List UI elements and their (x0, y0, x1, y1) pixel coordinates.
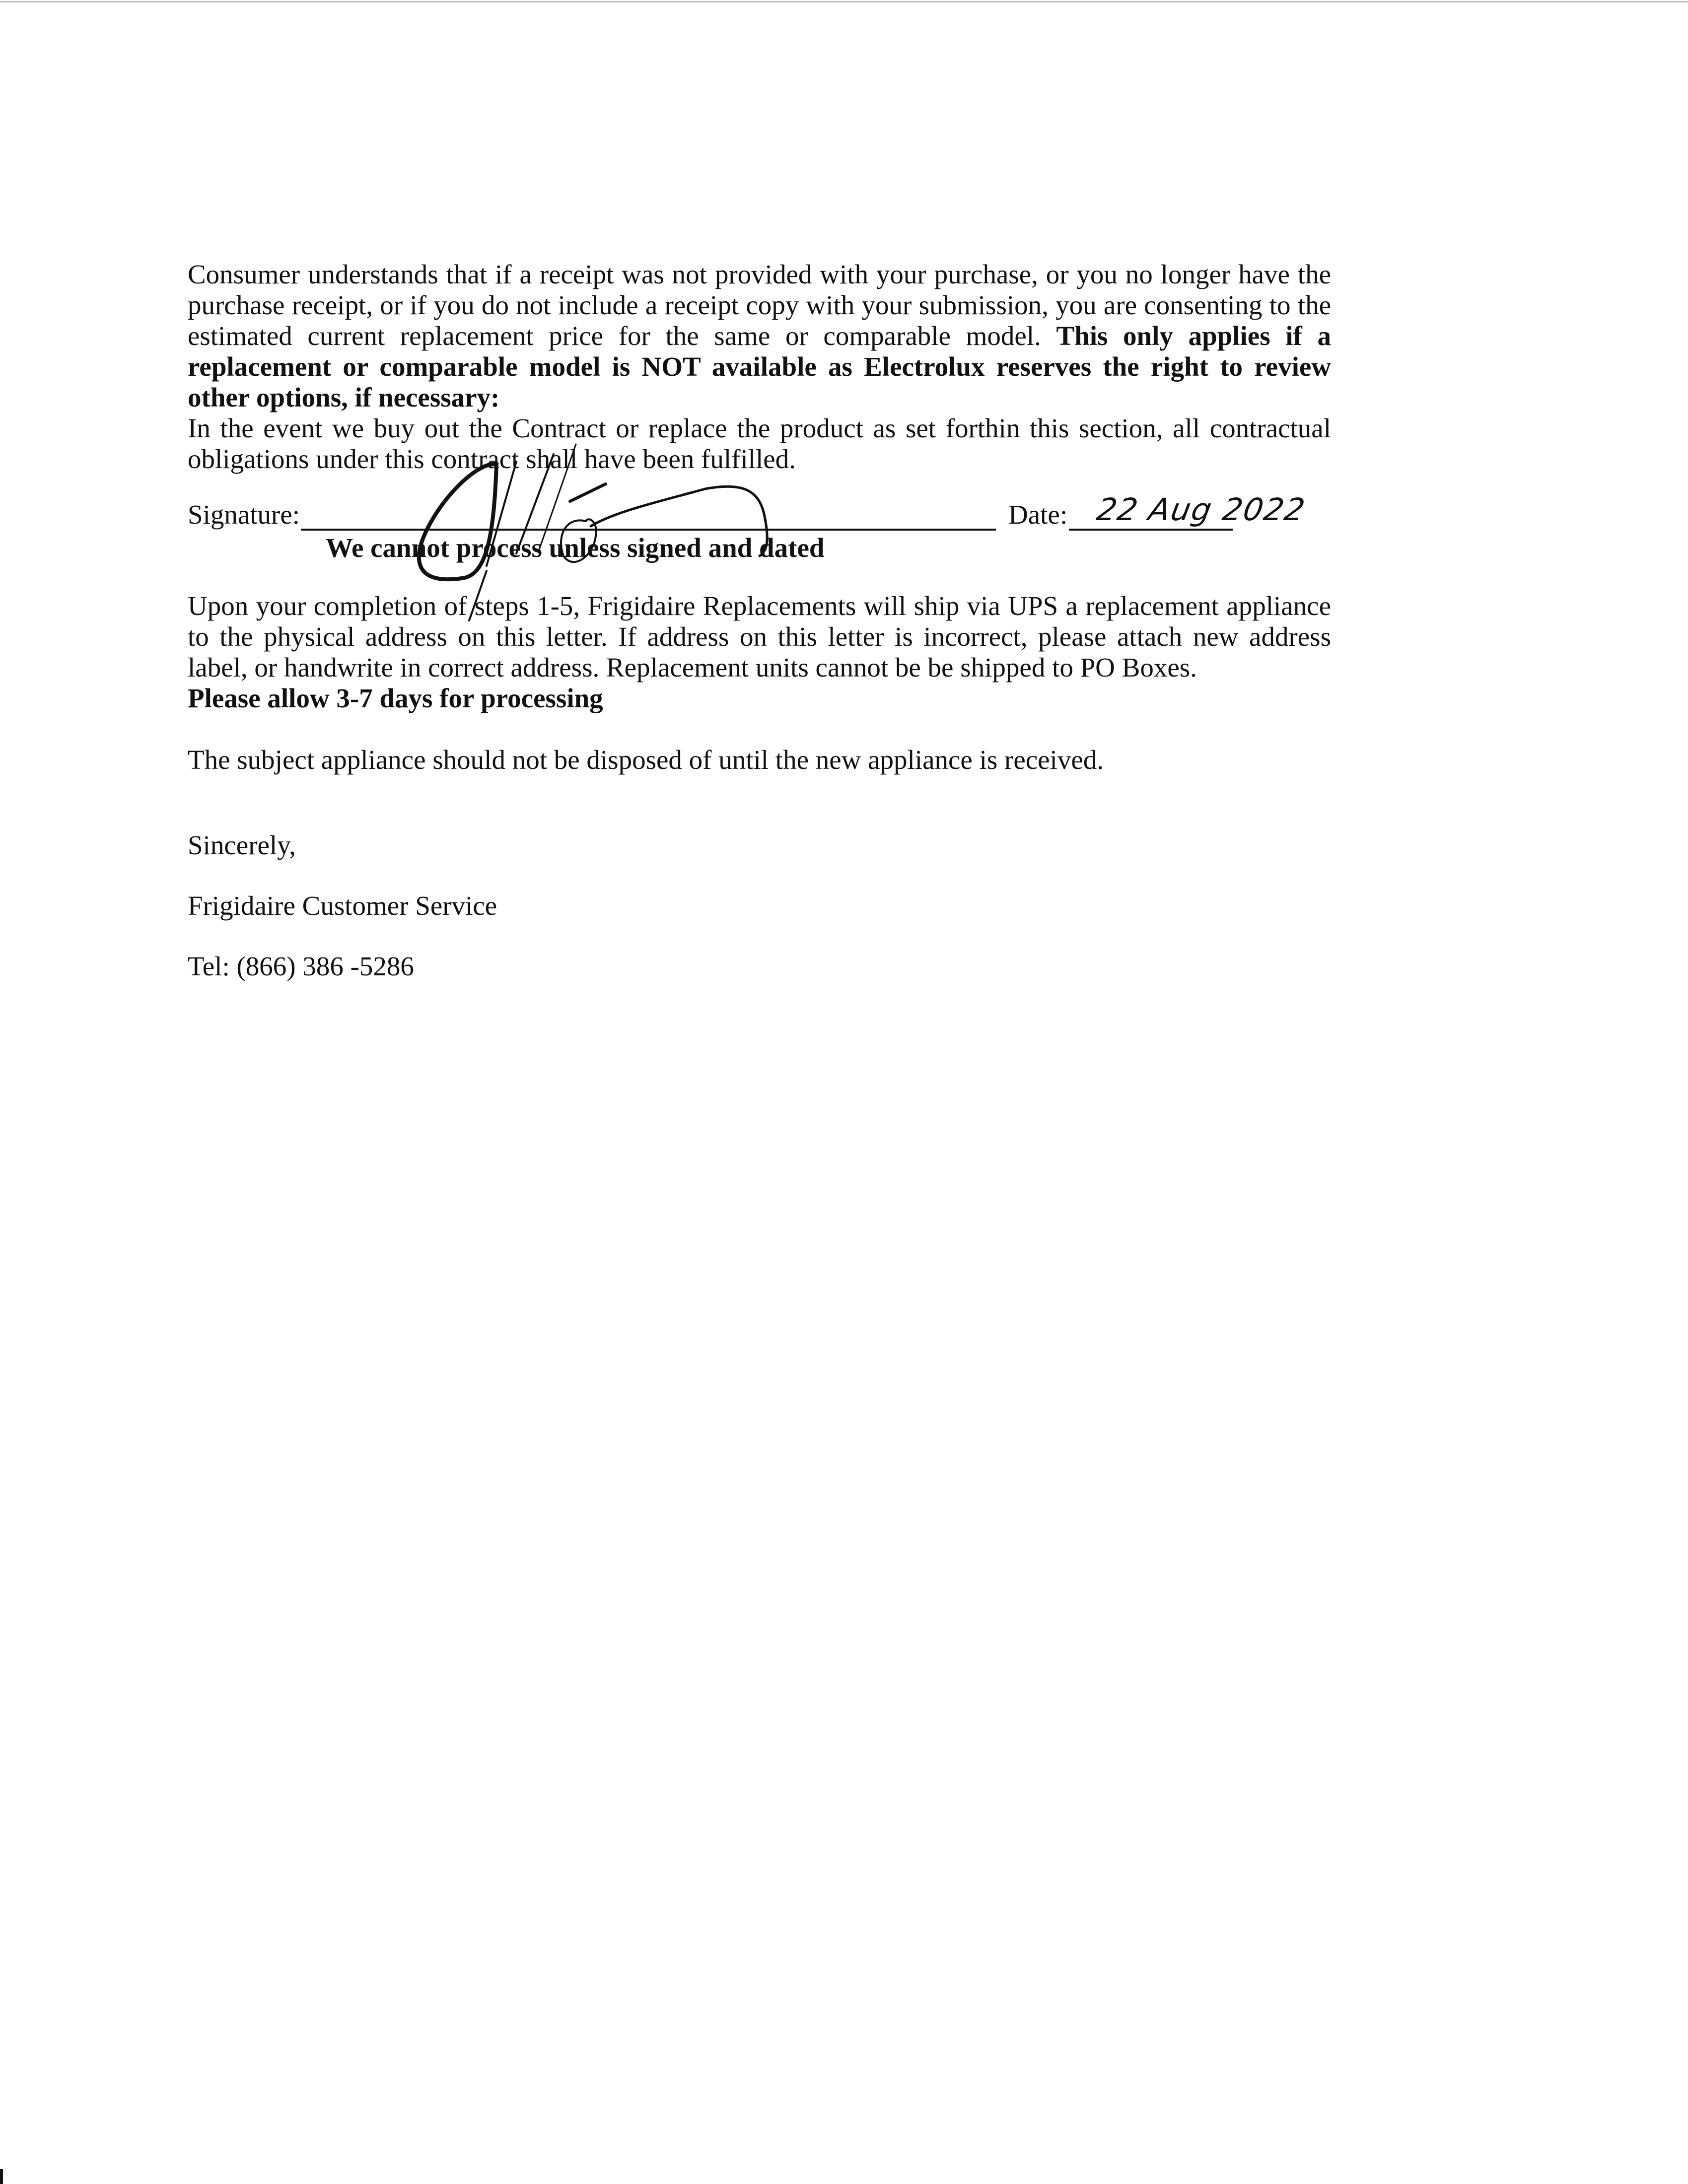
phone-number: Tel: (866) 386 -5286 (188, 951, 414, 981)
date-line (1069, 529, 1233, 531)
contract-paragraph: In the event we buy out the Contract or replace the product as set forthin this section, all contractual obligations under this contract shall have been fulfilled. (188, 413, 1331, 474)
signature-label: Signature: (188, 499, 300, 530)
shipping-text: Upon your completion of steps 1-5, Frigidaire Replacements will ship via UPS a replacement appliance to the physical address on this letter. If address on this letter is incorrect, please attach new address label, or handwrite in correct address. Replacement units cannot be be shipped to PO Boxes. (188, 591, 1331, 682)
receipt-text: Consumer understands that if a receipt was not provided with your purchase, or you no longer have the purchase receipt, or if you do not include a receipt copy with your submission, you are consenting to the estimated current replacement price for the same or comparable model. (188, 259, 1331, 351)
page-top-edge (0, 1, 1688, 2)
disposal-paragraph: The subject appliance should not be disposed of until the new appliance is received. (188, 745, 1104, 775)
receipt-bold-text: This only applies if a replacement or comparable model is NOT available as Electrolux reserves the right to review other options, if necessary: (188, 321, 1331, 412)
date-label: Date: (1008, 499, 1068, 530)
processing-time-text: Please allow 3-7 days for processing (188, 683, 603, 713)
receipt-paragraph (188, 259, 1331, 475)
scan-mark (0, 2169, 3, 2184)
signature-line (301, 529, 996, 531)
handwritten-date: 22 Aug 2022 (1094, 491, 1309, 528)
sender-name: Frigidaire Customer Service (188, 890, 497, 921)
sign-required-note: We cannot process unless signed and dated (326, 533, 825, 563)
closing: Sincerely, (188, 830, 296, 860)
shipping-paragraph (188, 591, 1331, 714)
